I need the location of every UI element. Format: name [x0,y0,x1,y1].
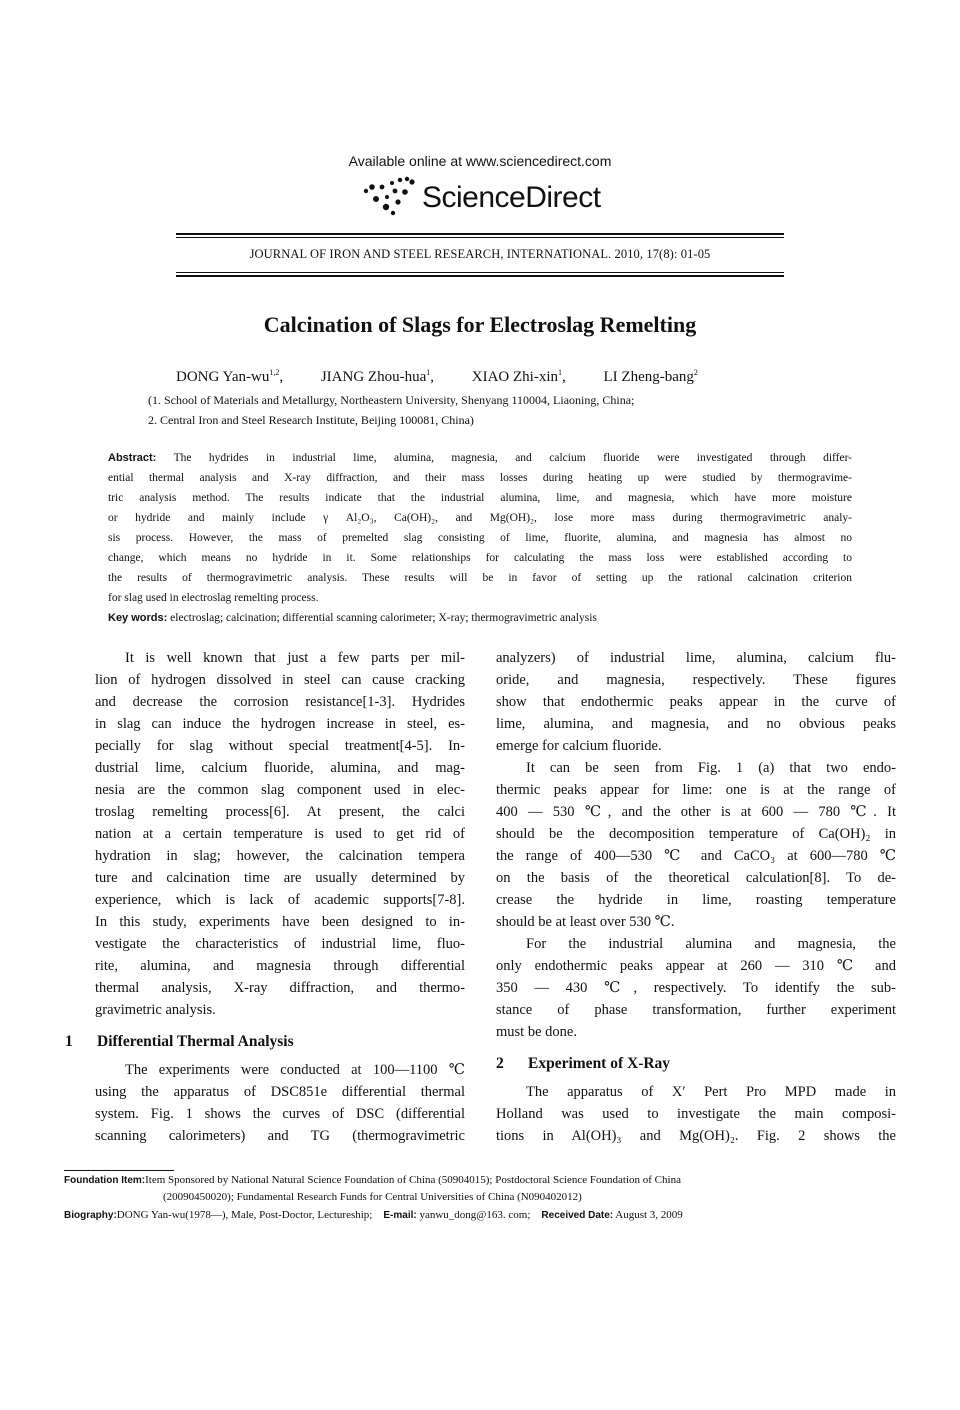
body-line: 350 — 430 ℃, respectively. To identify the sub- [496,980,896,996]
body-line: In this study, experiments have been designed to in- [95,914,465,930]
sciencedirect-logo [360,175,610,221]
author-list [176,368,732,386]
body-line: tions in Al(OH)₃ and Mg(OH)₂. Fig. 2 shows the [496,1128,896,1144]
body-line: analyzers) of industrial lime, alumina, calcium flu- [496,650,896,666]
body-line: must be done. [496,1024,577,1040]
email-address[interactable]: yanwu_dong@163. com; [419,1209,531,1221]
received-date-label: Received Date: [541,1210,614,1221]
body-line: stance of phase transformation, further experiment [496,1002,896,1018]
biography-label: Biography: [64,1210,117,1221]
abstract-line: sis process. However, the mass of premelted slag consisting of lime, fluorite, alumina, and magnesia has almost no [108,532,852,544]
body-line: The apparatus of X′ Pert Pro MPD made in [526,1084,896,1100]
body-line: The experiments were conducted at 100—1100 ℃ [125,1062,465,1078]
body-line: troslag remelting process[6]. At present, the calci [95,804,465,820]
body-line: in slag can induce the hydrogen increase in steel, es- [95,716,465,732]
abstract [108,448,852,628]
journal-citation: JOURNAL OF IRON AND STEEL RESEARCH, INTERNATIONAL. 2010, 17(8): 01-05 [249,247,711,261]
available-online-notice: Available online at www.sciencedirect.com [348,153,612,169]
body-line: oride, and magnesia, respectively. These figures [496,672,896,688]
abstract-line: change, which means no hydride in it. Some relationships for calculating the mass loss were established according to [108,552,852,564]
body-line: using the apparatus of DSC851e differential thermal [95,1084,465,1100]
body-line: Holland was used to investigate the main composi- [496,1106,896,1122]
body-line: experience, which is lack of academic supports[7-8]. [95,892,465,908]
body-line: system. Fig. 1 shows the curves of DSC (differential [95,1106,465,1122]
abstract-line: for slag used in electroslag remelting process. [108,592,319,604]
body-line: lion of hydrogen dissolved in steel can cause cracking [95,672,465,688]
author: XIAO Zhi-xin$^1$, [471,368,566,385]
right-column [496,647,896,1147]
section-heading: 2 Experiment of X-Ray [496,1055,671,1072]
body-line: vestigate the characteristics of industrial lime, fluo- [95,936,465,952]
author: LI Zheng-bang$^2$ [603,368,698,385]
author: JIANG Zhou-hua$^1$, [320,368,434,385]
header-rule-bottom [176,275,784,277]
abstract-line: the results of thermogravimetric analysis. These results will be in favor of setting up the rational calcination criterion [108,572,852,584]
body-line: rite, alumina, and magnesia through differential [95,958,465,974]
affiliation: 2. Central Iron and Steel Research Institute, Beijing 100081, China) [148,413,474,427]
abstract-line: tric analysis method. The results indicate that the industrial alumina, lime, and magnesia, which have more moisture [108,492,852,504]
abstract-label: Abstract: [108,452,157,464]
body-line: nation at a certain temperature is used to get rid of [95,826,465,842]
body-line: and decrease the corrosion resistance[1-3]. Hydrides [95,694,465,710]
body-line: on the basis of the theoretical calculation[8]. To de- [496,870,896,886]
body-line: dustrial lime, calcium fluoride, alumina, and mag- [95,760,465,776]
body-line: crease the hydride in lime, roasting temperature [496,892,896,908]
sciencedirect-dots-icon [360,175,416,221]
logo-text: ScienceDirect [422,181,601,214]
paper-title: Calcination of Slags for Electroslag Remelting [263,312,697,337]
left-column [65,647,465,1147]
keywords: Key words: electroslag; calcination; differential scanning calorimeter; X-ray; thermogravimetric analysis [108,612,597,624]
body-line: nesia are the common slag component used in elec- [95,782,465,798]
body-line: only endothermic peaks appear at 260 — 310 ℃ and [496,958,896,974]
section-heading: 1 Differential Thermal Analysis [65,1033,294,1050]
footnote-rule [64,1170,174,1171]
email-label: E-mail: [383,1210,417,1221]
body-line: lime, alumina, and magnesia, and no obvious peaks [496,716,896,732]
header-rule-bottom-thin [176,272,784,273]
affiliation: (1. School of Materials and Metallurgy, Northeastern University, Shenyang 110004, Liaoning, China; [148,393,635,407]
body-line: thermal analysis, X-ray diffraction, and thermo- [95,980,465,996]
body-line: should be at least over 530 ℃. [496,914,675,930]
body-line: For the industrial alumina and magnesia, the [526,936,896,952]
abstract-line: Abstract: The hydrides in industrial lime, alumina, magnesia, and calcium fluoride were investigated through differ- [108,452,852,464]
abstract-line: ential thermal analysis and X-ray diffraction, and their mass losses during heating up were studied by thermogravime- [108,472,852,484]
body-line: should be the decomposition temperature of Ca(OH)₂ in [496,826,896,842]
foundation-footnote: Foundation Item:Item Sponsored by National Natural Science Foundation of China (50904015); Postdoctoral Science Foundation of China [64,1174,681,1186]
body-line: 400 — 530 ℃, and the other is at 600 — 780 ℃. It [496,804,896,820]
body-line: the range of 400—530 ℃ and CaCO₃ at 600—780 ℃ [496,848,896,864]
body-line: thermic peaks appear for lime: one is at the range of [496,782,896,798]
body-line: It can be seen from Fig. 1 (a) that two endo- [526,760,896,776]
keywords-label: Key words: [108,612,168,624]
author: DONG Yan-wu$^{1,2}$, [176,368,284,385]
body-line: scanning calorimeters) and TG (thermogravimetric [95,1128,465,1144]
body-line: hydration in slag; however, the calcination tempera [95,848,465,864]
body-line: pecially for slag without special treatment[4-5]. In- [95,738,465,754]
biography-footnote: Biography:DONG Yan-wu(1978—), Male, Post-Doctor, Lectureship; E-mail: yanwu_dong@163. com; Received Date: August 3, 2009 [64,1209,683,1221]
body-line: gravimetric analysis. [95,1002,216,1018]
body-line: show that endothermic peaks appear in the curve of [496,694,896,710]
header-rule-top-thin [176,237,784,238]
foundation-footnote-continued: (20090450020); Fundamental Research Funds for Central Universities of China (N090402012) [163,1191,582,1203]
body-line: ture and calcination time are usually determined by [95,870,465,886]
body-line: It is well known that just a few parts per mil- [125,650,465,666]
header-rule-top [176,233,784,235]
body-line: emerge for calcium fluoride. [496,738,662,754]
foundation-label: Foundation Item: [64,1175,146,1186]
abstract-line: or hydride and mainly include γ Al₂O₃, Ca(OH)₂, and Mg(OH)₂, lose more mass during thermogravimetric analy- [108,512,852,524]
